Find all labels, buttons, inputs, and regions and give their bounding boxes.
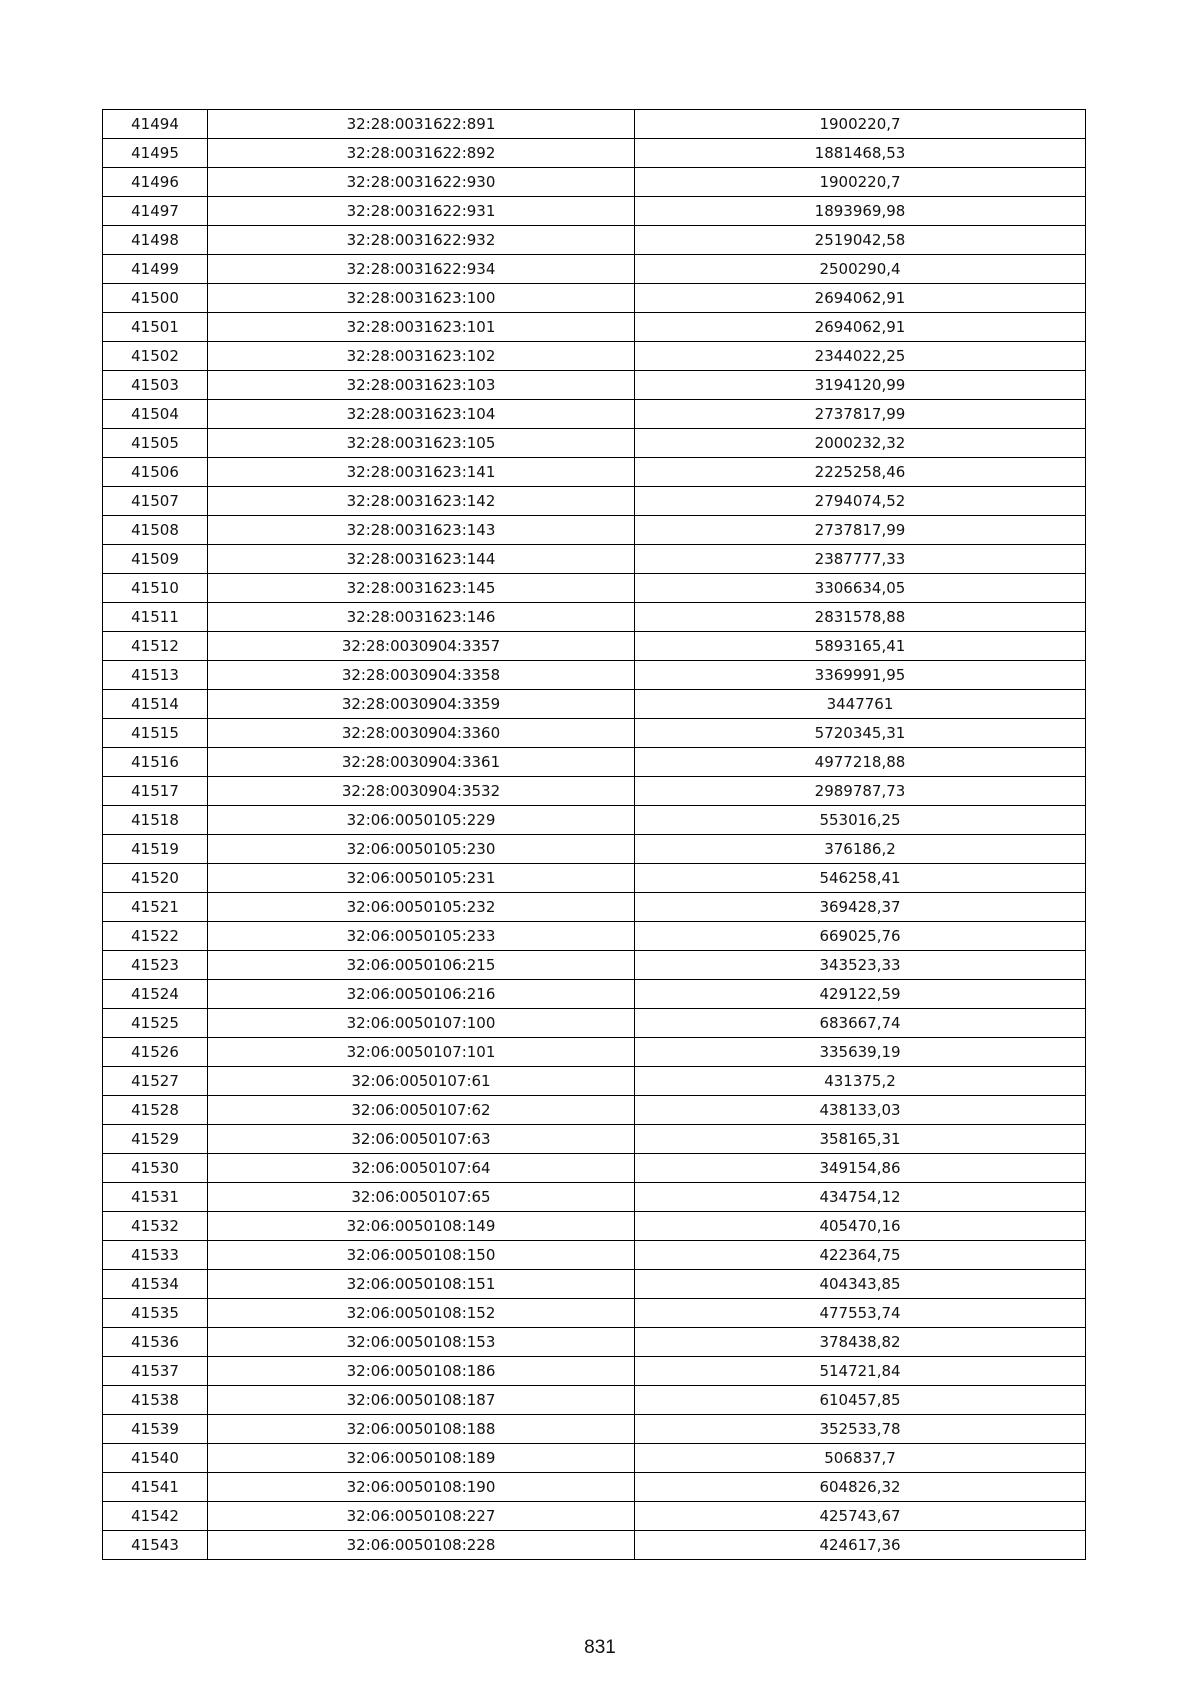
cadastral-number-cell: 32:28:0031623:104 [208, 400, 635, 429]
cadastral-value-cell: 424617,36 [635, 1531, 1086, 1560]
row-number-cell: 41512 [103, 632, 208, 661]
cadastral-value-cell: 376186,2 [635, 835, 1086, 864]
cadastral-number-cell: 32:28:0030904:3360 [208, 719, 635, 748]
row-number-cell: 41540 [103, 1444, 208, 1473]
cadastral-value-cell: 422364,75 [635, 1241, 1086, 1270]
table-row [103, 1386, 1086, 1415]
table-row [103, 313, 1086, 342]
cadastral-number-cell: 32:06:0050108:150 [208, 1241, 635, 1270]
cadastral-value-cell: 431375,2 [635, 1067, 1086, 1096]
row-number-cell: 41503 [103, 371, 208, 400]
row-number-cell: 41518 [103, 806, 208, 835]
cadastral-number-cell: 32:06:0050105:233 [208, 922, 635, 951]
table-row [103, 1357, 1086, 1386]
cadastral-value-cell: 683667,74 [635, 1009, 1086, 1038]
cadastral-value-cell: 2694062,91 [635, 313, 1086, 342]
row-number-cell: 41498 [103, 226, 208, 255]
page-number: 831 [584, 1637, 616, 1658]
cadastral-value-cell: 5720345,31 [635, 719, 1086, 748]
row-number-cell: 41525 [103, 1009, 208, 1038]
cadastral-value-cell: 349154,86 [635, 1154, 1086, 1183]
row-number-cell: 41509 [103, 545, 208, 574]
cadastral-number-cell: 32:06:0050107:62 [208, 1096, 635, 1125]
cadastral-value-cell: 2225258,46 [635, 458, 1086, 487]
row-number-cell: 41519 [103, 835, 208, 864]
cadastral-value-cell: 1900220,7 [635, 168, 1086, 197]
row-number-cell: 41514 [103, 690, 208, 719]
cadastral-number-cell: 32:28:0031623:101 [208, 313, 635, 342]
row-number-cell: 41523 [103, 951, 208, 980]
cadastral-number-cell: 32:06:0050106:215 [208, 951, 635, 980]
row-number-cell: 41497 [103, 197, 208, 226]
table-row [103, 1212, 1086, 1241]
cadastral-number-cell: 32:06:0050108:188 [208, 1415, 635, 1444]
cadastral-number-cell: 32:28:0031622:934 [208, 255, 635, 284]
cadastral-value-cell: 3447761 [635, 690, 1086, 719]
cadastral-number-cell: 32:28:0031622:932 [208, 226, 635, 255]
table-row [103, 342, 1086, 371]
cadastral-value-cell: 438133,03 [635, 1096, 1086, 1125]
table-row [103, 690, 1086, 719]
table-row [103, 1241, 1086, 1270]
cadastral-number-cell: 32:06:0050108:227 [208, 1502, 635, 1531]
table-row [103, 1009, 1086, 1038]
row-number-cell: 41527 [103, 1067, 208, 1096]
row-number-cell: 41532 [103, 1212, 208, 1241]
table-row [103, 139, 1086, 168]
cadastral-number-cell: 32:06:0050108:228 [208, 1531, 635, 1560]
table-row [103, 516, 1086, 545]
cadastral-value-cell: 343523,33 [635, 951, 1086, 980]
cadastral-value-cell: 369428,37 [635, 893, 1086, 922]
cadastral-number-cell: 32:28:0031622:931 [208, 197, 635, 226]
cadastral-value-cell: 404343,85 [635, 1270, 1086, 1299]
table-row [103, 777, 1086, 806]
row-number-cell: 41494 [103, 110, 208, 139]
table-row [103, 400, 1086, 429]
table-row [103, 1096, 1086, 1125]
row-number-cell: 41517 [103, 777, 208, 806]
table-row [103, 1299, 1086, 1328]
table-row [103, 603, 1086, 632]
row-number-cell: 41534 [103, 1270, 208, 1299]
cadastral-value-cell: 1900220,7 [635, 110, 1086, 139]
cadastral-number-cell: 32:28:0031622:930 [208, 168, 635, 197]
cadastral-number-cell: 32:28:0031623:102 [208, 342, 635, 371]
cadastral-number-cell: 32:06:0050107:64 [208, 1154, 635, 1183]
cadastral-value-cell: 1893969,98 [635, 197, 1086, 226]
table-row [103, 429, 1086, 458]
table-row [103, 1328, 1086, 1357]
cadastral-number-cell: 32:06:0050108:187 [208, 1386, 635, 1415]
row-number-cell: 41533 [103, 1241, 208, 1270]
row-number-cell: 41522 [103, 922, 208, 951]
table-row [103, 197, 1086, 226]
cadastral-value-cell: 610457,85 [635, 1386, 1086, 1415]
cadastral-number-cell: 32:06:0050107:100 [208, 1009, 635, 1038]
cadastral-value-cell: 425743,67 [635, 1502, 1086, 1531]
cadastral-number-cell: 32:28:0031623:141 [208, 458, 635, 487]
table-row [103, 110, 1086, 139]
cadastral-number-cell: 32:06:0050108:189 [208, 1444, 635, 1473]
cadastral-number-cell: 32:28:0030904:3357 [208, 632, 635, 661]
cadastral-number-cell: 32:28:0031622:891 [208, 110, 635, 139]
cadastral-number-cell: 32:28:0031623:105 [208, 429, 635, 458]
cadastral-value-cell: 429122,59 [635, 980, 1086, 1009]
row-number-cell: 41536 [103, 1328, 208, 1357]
row-number-cell: 41541 [103, 1473, 208, 1502]
row-number-cell: 41537 [103, 1357, 208, 1386]
table-row [103, 1415, 1086, 1444]
cadastral-value-cell: 1881468,53 [635, 139, 1086, 168]
row-number-cell: 41506 [103, 458, 208, 487]
row-number-cell: 41495 [103, 139, 208, 168]
table-row [103, 284, 1086, 313]
table-row [103, 922, 1086, 951]
table-row [103, 748, 1086, 777]
cadastral-value-cell: 2989787,73 [635, 777, 1086, 806]
cadastral-value-cell: 506837,7 [635, 1444, 1086, 1473]
cadastral-number-cell: 32:06:0050107:65 [208, 1183, 635, 1212]
cadastral-value-cell: 2519042,58 [635, 226, 1086, 255]
cadastral-number-cell: 32:06:0050108:153 [208, 1328, 635, 1357]
cadastral-number-cell: 32:06:0050106:216 [208, 980, 635, 1009]
cadastral-number-cell: 32:28:0030904:3361 [208, 748, 635, 777]
row-number-cell: 41516 [103, 748, 208, 777]
cadastral-value-cell: 358165,31 [635, 1125, 1086, 1154]
cadastral-value-cell: 2344022,25 [635, 342, 1086, 371]
table-row [103, 168, 1086, 197]
cadastral-number-cell: 32:06:0050108:149 [208, 1212, 635, 1241]
cadastral-number-cell: 32:06:0050105:229 [208, 806, 635, 835]
table-row [103, 835, 1086, 864]
cadastral-number-cell: 32:28:0031623:143 [208, 516, 635, 545]
table-row [103, 1473, 1086, 1502]
cadastral-value-cell: 604826,32 [635, 1473, 1086, 1502]
row-number-cell: 41504 [103, 400, 208, 429]
cadastral-value-cell: 2387777,33 [635, 545, 1086, 574]
cadastral-value-cell: 2737817,99 [635, 516, 1086, 545]
cadastral-value-cell: 553016,25 [635, 806, 1086, 835]
row-number-cell: 41511 [103, 603, 208, 632]
table-row [103, 980, 1086, 1009]
cadastral-value-cell: 514721,84 [635, 1357, 1086, 1386]
row-number-cell: 41515 [103, 719, 208, 748]
cadastral-number-cell: 32:06:0050108:186 [208, 1357, 635, 1386]
table-row [103, 545, 1086, 574]
cadastral-number-cell: 32:06:0050105:230 [208, 835, 635, 864]
cadastral-value-cell: 335639,19 [635, 1038, 1086, 1067]
cadastral-value-cell: 434754,12 [635, 1183, 1086, 1212]
table-row [103, 1502, 1086, 1531]
cadastral-number-cell: 32:28:0030904:3359 [208, 690, 635, 719]
cadastral-number-cell: 32:06:0050108:190 [208, 1473, 635, 1502]
row-number-cell: 41513 [103, 661, 208, 690]
row-number-cell: 41543 [103, 1531, 208, 1560]
cadastral-number-cell: 32:28:0030904:3358 [208, 661, 635, 690]
table-row [103, 1444, 1086, 1473]
cadastral-number-cell: 32:28:0031623:145 [208, 574, 635, 603]
row-number-cell: 41539 [103, 1415, 208, 1444]
cadastral-value-cell: 477553,74 [635, 1299, 1086, 1328]
row-number-cell: 41521 [103, 893, 208, 922]
table-row [103, 487, 1086, 516]
cadastral-number-cell: 32:28:0031623:146 [208, 603, 635, 632]
table-row [103, 893, 1086, 922]
row-number-cell: 41535 [103, 1299, 208, 1328]
table-row [103, 864, 1086, 893]
cadastral-value-table [102, 109, 1086, 1560]
table-row [103, 1270, 1086, 1299]
cadastral-value-cell: 546258,41 [635, 864, 1086, 893]
row-number-cell: 41524 [103, 980, 208, 1009]
cadastral-value-cell: 2694062,91 [635, 284, 1086, 313]
row-number-cell: 41499 [103, 255, 208, 284]
cadastral-value-cell: 3194120,99 [635, 371, 1086, 400]
row-number-cell: 41528 [103, 1096, 208, 1125]
table-body [103, 110, 1086, 1560]
cadastral-value-cell: 669025,76 [635, 922, 1086, 951]
table-row [103, 458, 1086, 487]
cadastral-number-cell: 32:06:0050107:63 [208, 1125, 635, 1154]
cadastral-number-cell: 32:06:0050107:61 [208, 1067, 635, 1096]
cadastral-number-cell: 32:28:0031623:144 [208, 545, 635, 574]
cadastral-value-cell: 3306634,05 [635, 574, 1086, 603]
row-number-cell: 41505 [103, 429, 208, 458]
row-number-cell: 41500 [103, 284, 208, 313]
cadastral-value-cell: 2794074,52 [635, 487, 1086, 516]
table-row [103, 1183, 1086, 1212]
row-number-cell: 41530 [103, 1154, 208, 1183]
row-number-cell: 41502 [103, 342, 208, 371]
table-row [103, 1038, 1086, 1067]
table-row [103, 632, 1086, 661]
row-number-cell: 41508 [103, 516, 208, 545]
cadastral-value-cell: 2500290,4 [635, 255, 1086, 284]
table-row [103, 1531, 1086, 1560]
row-number-cell: 41496 [103, 168, 208, 197]
table-row [103, 255, 1086, 284]
row-number-cell: 41501 [103, 313, 208, 342]
table-row [103, 661, 1086, 690]
table-row [103, 1125, 1086, 1154]
row-number-cell: 41542 [103, 1502, 208, 1531]
cadastral-value-cell: 405470,16 [635, 1212, 1086, 1241]
cadastral-number-cell: 32:28:0031623:103 [208, 371, 635, 400]
table-row [103, 1067, 1086, 1096]
cadastral-number-cell: 32:06:0050108:151 [208, 1270, 635, 1299]
cadastral-number-cell: 32:28:0031622:892 [208, 139, 635, 168]
table-row [103, 226, 1086, 255]
table-row [103, 951, 1086, 980]
row-number-cell: 41507 [103, 487, 208, 516]
cadastral-value-cell: 2000232,32 [635, 429, 1086, 458]
row-number-cell: 41538 [103, 1386, 208, 1415]
cadastral-number-cell: 32:28:0031623:100 [208, 284, 635, 313]
table-row [103, 719, 1086, 748]
table-row [103, 371, 1086, 400]
cadastral-number-cell: 32:28:0030904:3532 [208, 777, 635, 806]
row-number-cell: 41526 [103, 1038, 208, 1067]
cadastral-value-cell: 2737817,99 [635, 400, 1086, 429]
cadastral-value-cell: 4977218,88 [635, 748, 1086, 777]
table-row [103, 574, 1086, 603]
row-number-cell: 41529 [103, 1125, 208, 1154]
table-row [103, 1154, 1086, 1183]
cadastral-number-cell: 32:28:0031623:142 [208, 487, 635, 516]
cadastral-number-cell: 32:06:0050108:152 [208, 1299, 635, 1328]
cadastral-value-cell: 378438,82 [635, 1328, 1086, 1357]
table-row [103, 806, 1086, 835]
cadastral-number-cell: 32:06:0050105:231 [208, 864, 635, 893]
cadastral-value-cell: 352533,78 [635, 1415, 1086, 1444]
cadastral-value-cell: 2831578,88 [635, 603, 1086, 632]
row-number-cell: 41520 [103, 864, 208, 893]
row-number-cell: 41510 [103, 574, 208, 603]
cadastral-number-cell: 32:06:0050107:101 [208, 1038, 635, 1067]
row-number-cell: 41531 [103, 1183, 208, 1212]
cadastral-value-cell: 5893165,41 [635, 632, 1086, 661]
cadastral-number-cell: 32:06:0050105:232 [208, 893, 635, 922]
cadastral-value-cell: 3369991,95 [635, 661, 1086, 690]
